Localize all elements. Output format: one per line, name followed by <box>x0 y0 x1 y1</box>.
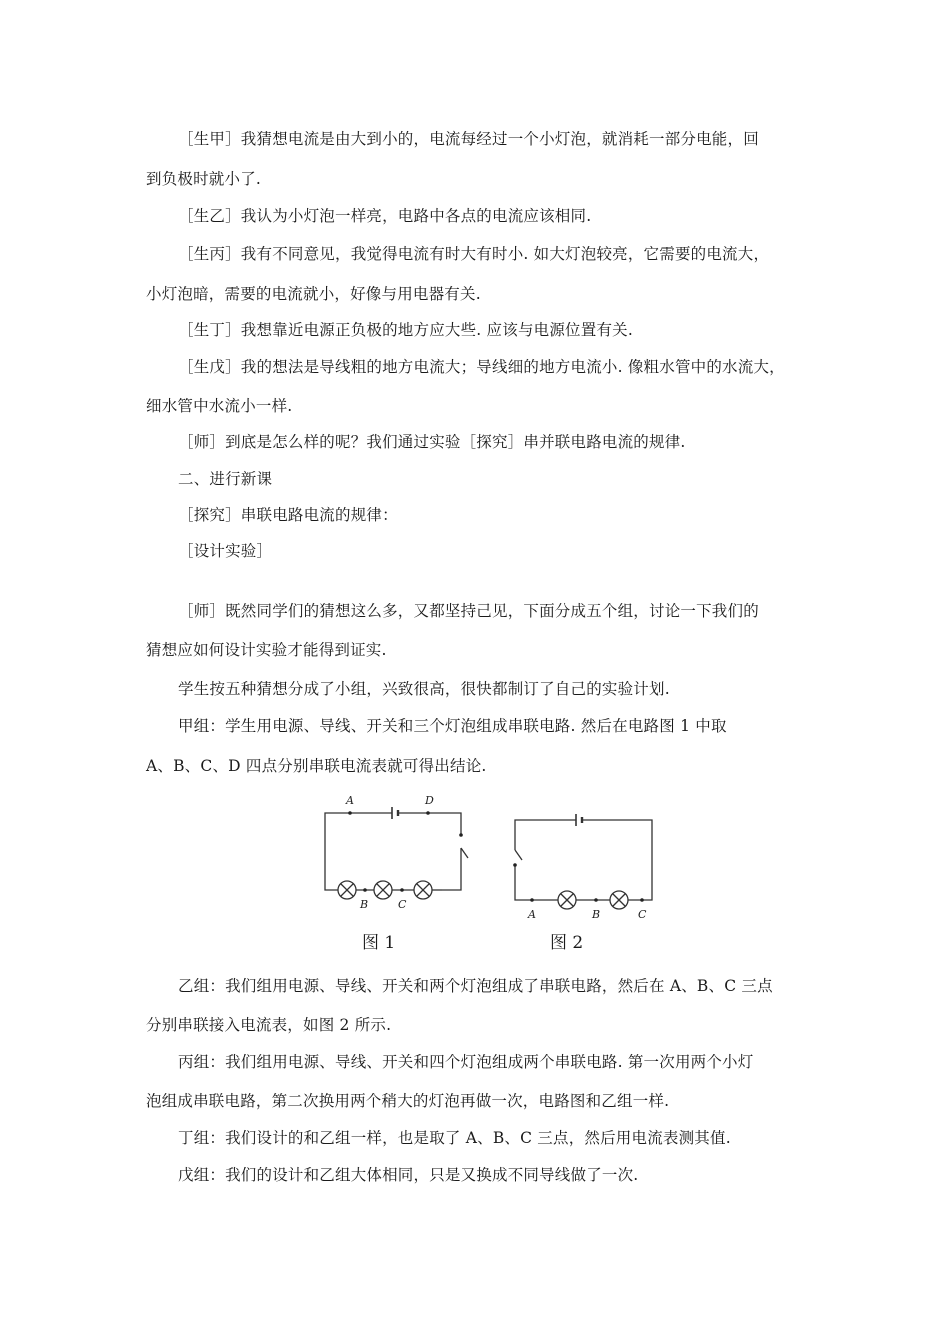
paragraph: ［设计实验］ <box>178 542 273 560</box>
circuit-figures <box>310 790 670 960</box>
fig2-wire-bottom-left <box>515 865 558 900</box>
paragraph: 乙组：我们组用电源、导线、开关和两个灯泡组成了串联电路，然后在 A、B、C 三点 <box>178 977 773 995</box>
paragraph: ［探究］串联电路电流的规律： <box>178 506 398 524</box>
fig1-point-c <box>400 888 404 892</box>
paragraph: 到负极时就小了. <box>146 170 262 188</box>
fig1-wire-left <box>325 813 392 890</box>
fig2-switch-blade <box>515 850 522 860</box>
fig1-label-a: A <box>346 794 354 807</box>
fig2-label-a: A <box>528 908 536 921</box>
fig1-label-d: D <box>425 794 434 807</box>
fig2-wire-top-left <box>515 820 576 850</box>
paragraph: ［生戊］我的想法是导线粗的地方电流大；导线细的地方电流小. 像粗水管中的水流大， <box>178 358 785 376</box>
fig2-points <box>513 863 644 902</box>
fig2-point-b <box>594 898 598 902</box>
circuit-figure-1 <box>325 807 468 899</box>
fig1-point-b <box>363 888 367 892</box>
fig2-point-a <box>530 898 534 902</box>
fig1-wire-bottom-right <box>442 848 461 890</box>
paragraph: 猜想应如何设计实验才能得到证实. <box>146 641 387 659</box>
paragraph: 泡组成串联电路，第二次换用两个稍大的灯泡再做一次，电路图和乙组一样. <box>146 1092 670 1110</box>
figure-2-caption: 图 2 <box>550 933 584 953</box>
paragraph: 分别串联接入电流表，如图 2 所示. <box>146 1016 392 1034</box>
paragraph: ［生丙］我有不同意见，我觉得电流有时大有时小. 如大灯泡较亮，它需要的电流大， <box>178 245 770 263</box>
paragraph: ［生乙］我认为小灯泡一样亮，电路中各点的电流应该相同. <box>178 207 592 225</box>
fig2-label-b: B <box>592 908 601 921</box>
paragraph: 细水管中水流小一样. <box>146 397 293 415</box>
fig2-wire-right <box>582 820 652 900</box>
paragraph: 丁组：我们设计的和乙组一样，也是取了 A、B、C 三点，然后用电流表测其值. <box>178 1129 731 1147</box>
fig2-label-c: C <box>638 908 647 921</box>
paragraph: 小灯泡暗，需要的电流就小，好像与用电器有关. <box>146 285 481 303</box>
paragraph: ［生甲］我猜想电流是由大到小的，电流每经过一个小灯泡，就消耗一部分电能，回 <box>178 130 759 148</box>
fig1-points <box>348 811 463 892</box>
fig1-switch-blade <box>461 848 468 858</box>
fig1-point-d <box>426 811 430 815</box>
fig1-label-b: B <box>360 898 369 911</box>
paragraph: 戊组：我们的设计和乙组大体相同，只是又换成不同导线做了一次. <box>178 1166 639 1184</box>
paragraph: 丙组：我们组用电源、导线、开关和四个灯泡组成两个串联电路. 第一次用两个小灯 <box>178 1053 754 1071</box>
figure-1-caption: 图 1 <box>362 933 396 953</box>
paragraph: ［师］既然同学们的猜想这么多，又都坚持己见，下面分成五个组，讨论一下我们的 <box>178 602 759 620</box>
fig1-wire-right <box>398 813 461 835</box>
fig2-switch-pivot <box>513 863 517 867</box>
circuit-diagrams-svg <box>310 790 670 925</box>
paragraph: A、B、C、D 四点分别串联电流表就可得出结论. <box>146 757 487 775</box>
fig1-label-c: C <box>398 898 407 911</box>
fig2-point-c <box>640 898 644 902</box>
paragraph: ［生丁］我想靠近电源正负极的地方应大些. 应该与电源位置有关. <box>178 321 633 339</box>
paragraph: ［师］到底是怎么样的呢？我们通过实验［探究］串并联电路电流的规律. <box>178 433 686 451</box>
fig1-point-a <box>348 811 352 815</box>
section-heading: 二、进行新课 <box>178 470 273 488</box>
paragraph: 学生按五种猜想分成了小组，兴致很高，很快都制订了自己的实验计划. <box>178 680 670 698</box>
paragraph: 甲组：学生用电源、导线、开关和三个灯泡组成串联电路. 然后在电路图 1 中取 <box>178 717 727 735</box>
circuit-figure-2 <box>515 814 652 909</box>
fig1-switch-pivot <box>459 833 463 837</box>
